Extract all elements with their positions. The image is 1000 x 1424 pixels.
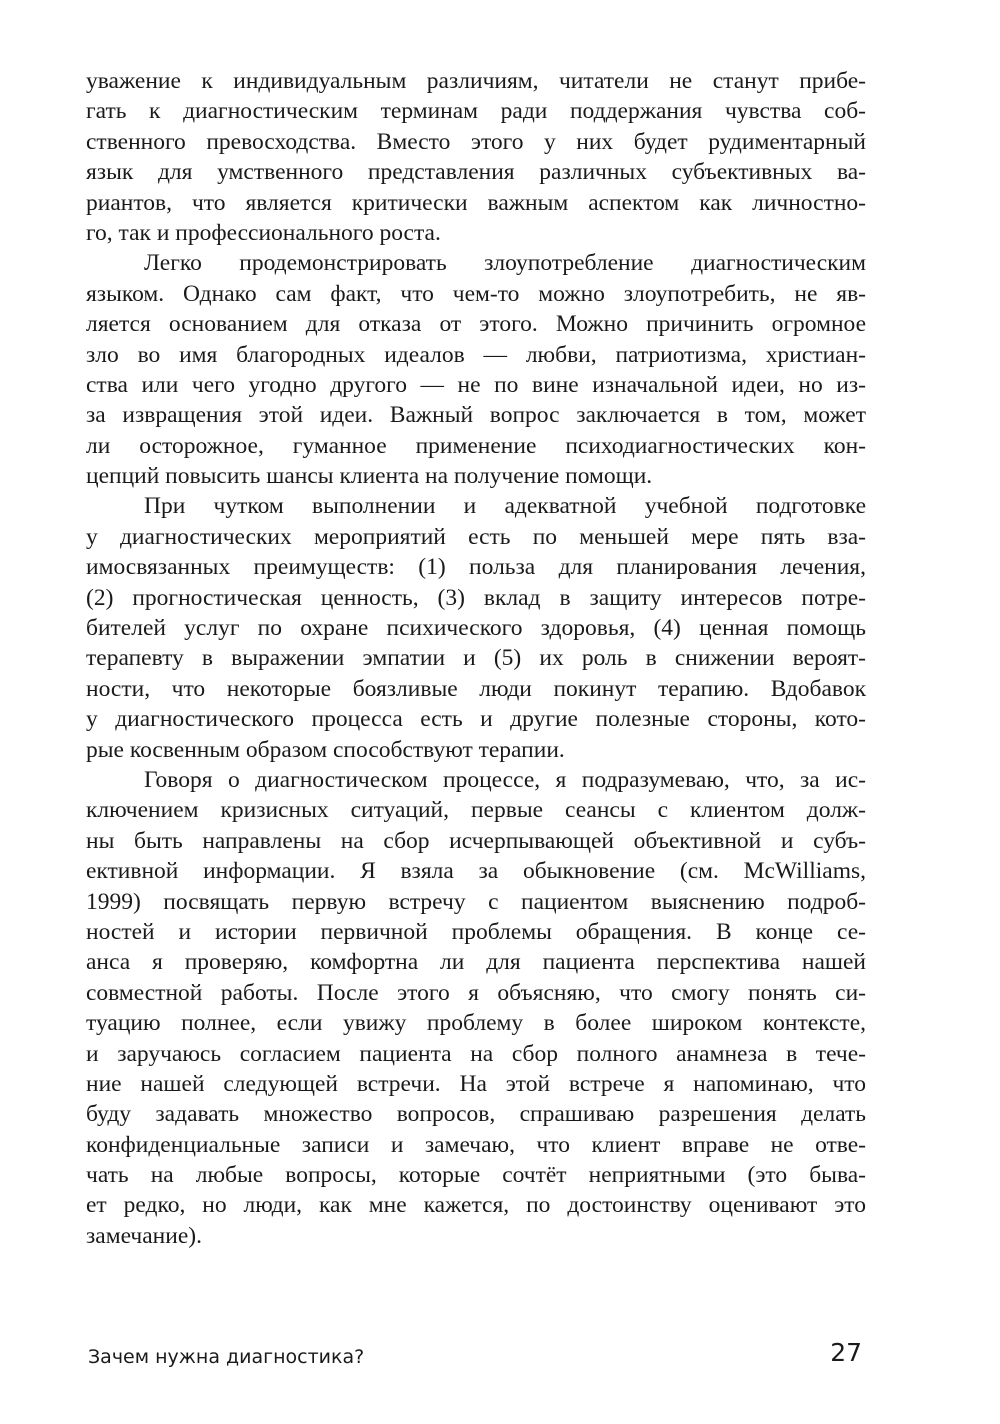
text-line: и заручаюсь согласием пациента на сбор полного анамнеза в тече-	[86, 1040, 866, 1067]
text-line: имосвязанных преимуществ: (1) польза для планирования лечения,	[86, 554, 866, 581]
text-line: бителей услуг по охране психического здоровья, (4) ценная помощь	[86, 615, 866, 642]
text-line: уважение к индивидуальным различиям, читатели не станут прибе-	[86, 68, 866, 94]
text-line: ности, что некоторые боязливые люди покинут терапию. Вдобавок	[86, 675, 866, 702]
text-line: у диагностического процесса есть и другие полезные стороны, кото-	[86, 706, 866, 733]
page-number: 27	[830, 1338, 862, 1367]
text-line: замечание).	[86, 1222, 202, 1249]
text-line: чать на любые вопросы, которые сочтёт неприятными (это быва-	[86, 1162, 866, 1189]
running-title: Зачем нужна диагностика?	[88, 1346, 365, 1368]
paragraph-4	[86, 765, 866, 1251]
text-line: терапевту в выражении эмпатии и (5) их роль в снижении вероят-	[86, 645, 866, 672]
text-line: ственного превосходства. Вместо этого у них будет рудиментарный	[86, 128, 866, 155]
text-line: При чутком выполнении и адекватной учебной подготовке	[144, 493, 866, 520]
text-line: зло во имя благородных идеалов — любви, патриотизма, христиан-	[86, 341, 866, 368]
text-line: ны быть направлены на сбор исчерпывающей объективной и субъ-	[86, 827, 866, 854]
paragraph-3	[86, 491, 866, 765]
paragraph-1	[86, 66, 866, 248]
text-line: (2) прогностическая ценность, (3) вклад в защиту интересов потре-	[86, 584, 866, 611]
text-line: го, так и профессионального роста.	[86, 219, 441, 246]
page-body	[86, 66, 866, 1251]
text-line: Говоря о диагностическом процессе, я подразумеваю, что, за ис-	[144, 766, 866, 793]
text-line: Легко продемонстрировать злоупотребление диагностическим	[144, 250, 866, 277]
text-line: ностей и истории первичной проблемы обращения. В конце се-	[86, 918, 866, 945]
text-line: анса я проверяю, комфортна ли для пациента перспектива нашей	[86, 949, 866, 976]
text-line: рые косвенным образом способствуют терапии.	[86, 736, 565, 763]
text-line: ективной информации. Я взяла за обыкновение (см. McWilliams,	[86, 858, 866, 885]
text-line: риантов, что является критически важным аспектом как личностно-	[86, 189, 866, 216]
text-line: гать к диагностическим терминам ради поддержания чувства соб-	[86, 98, 866, 125]
text-line: совместной работы. После этого я объясняю, что смогу понять си-	[86, 979, 866, 1006]
text-line: ние нашей следующей встречи. На этой встрече я напоминаю, что	[86, 1070, 866, 1097]
text-line: у диагностических мероприятий есть по меньшей мере пять вза-	[86, 523, 866, 550]
text-line: ключением кризисных ситуаций, первые сеансы с клиентом долж-	[86, 797, 866, 824]
text-line: ли осторожное, гуманное применение психодиагностических кон-	[86, 432, 866, 459]
text-line: туацию полнее, если увижу проблему в более широком контексте,	[86, 1010, 866, 1037]
paragraph-2	[86, 248, 866, 491]
text-line: 1999) посвящать первую встречу с пациентом выяснению подроб-	[86, 888, 866, 915]
text-line: ляется основанием для отказа от этого. Можно причинить огромное	[86, 311, 866, 338]
text-line: язык для умственного представления различных субъективных ва-	[86, 159, 866, 186]
text-line: конфиденциальные записи и замечаю, что клиент вправе не отве-	[86, 1131, 866, 1158]
text-line: за извращения этой идеи. Важный вопрос заключается в том, может	[86, 402, 866, 429]
text-line: ет редко, но люди, как мне кажется, по достоинству оценивают это	[86, 1192, 866, 1219]
text-line: цепций повысить шансы клиента на получение помощи.	[86, 463, 653, 490]
text-line: ства или чего угодно другого — не по вине изначальной идеи, но из-	[86, 371, 866, 398]
text-line: буду задавать множество вопросов, спрашиваю разрешения делать	[86, 1101, 866, 1128]
text-line: языком. Однако сам факт, что чем-то можно злоупотребить, не яв-	[86, 280, 866, 307]
